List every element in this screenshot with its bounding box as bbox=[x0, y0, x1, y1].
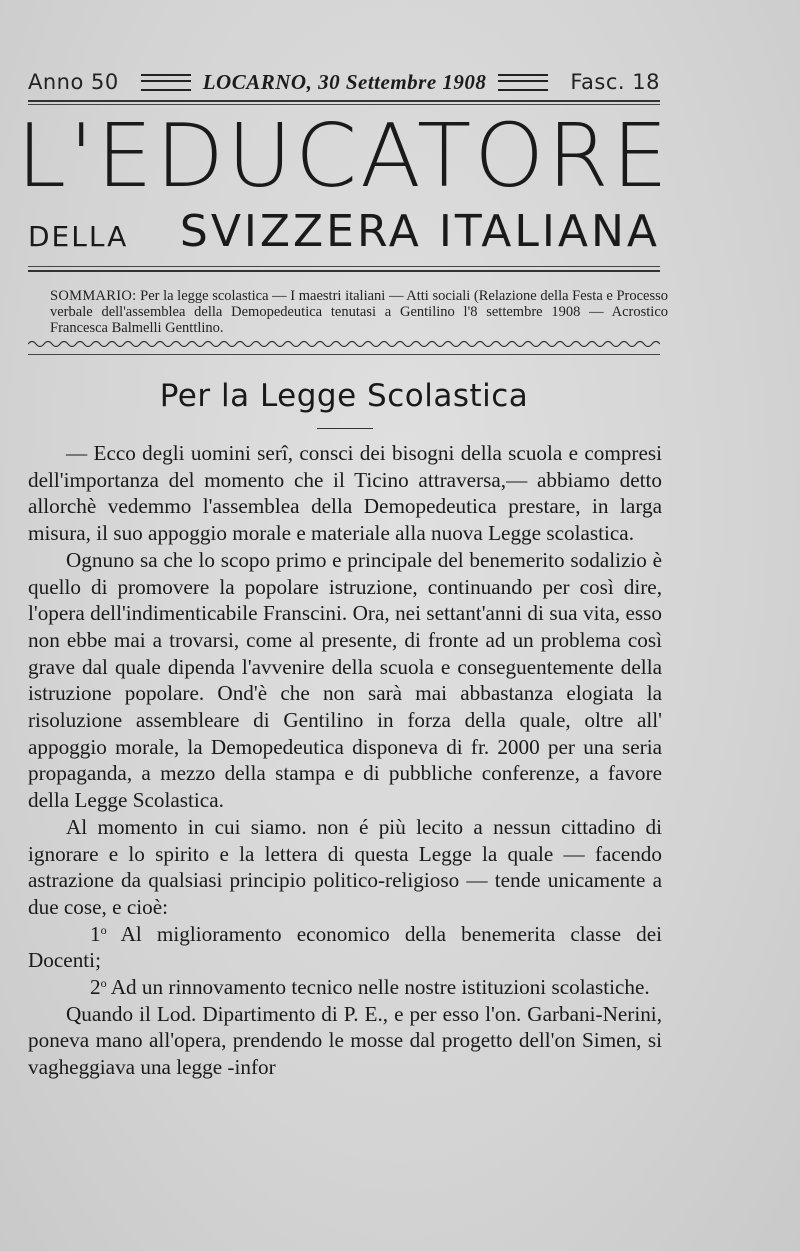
wavy-divider bbox=[28, 338, 660, 350]
table-of-contents bbox=[50, 288, 668, 336]
issue-header bbox=[28, 62, 660, 102]
place-date: LOCARNO, 30 Settembre 1908 bbox=[202, 69, 487, 94]
masthead-title: L'EDUCATORE bbox=[16, 105, 672, 207]
list-item: 1$^o$ Al miglioramento economico della benemerita classe dei Docenti; bbox=[28, 921, 662, 973]
paragraph: Quando il Lod. Dipartimento di P. E., e per esso l'on. Garbani-Nerini, poneva mano all'opera, prendendo le mosse dal progetto dell'on Simen, si vagheggiava una legge -infor bbox=[28, 1001, 662, 1080]
title-underline bbox=[317, 428, 373, 429]
article-title: Per la Legge Scolastica bbox=[159, 378, 529, 414]
sommario-text: Per la legge scolastica — I maestri italiani — Atti sociali (Relazione della Festa e Processo verbale dell'assemblea della Demopedeutica tenutasi a Gentilino l'8 settembre 1908 — Acrostico Francesca Balmelli Genttlino. bbox=[50, 288, 669, 336]
paragraph: Al momento in cui siamo. non é più lecito a nessun cittadino di ignorare e lo spirito e la lettera di questa Legge la quale — facendo astrazione da qualsiasi principio politico-religioso — tende unicamente a due cose, e cioè: bbox=[28, 814, 662, 919]
ornament-rule-left bbox=[141, 74, 191, 91]
paragraph: — Ecco degli uomini serî, consci dei bisogni della scuola e compresi dell'importanza del momento che il Ticino attraversa,— abbiamo detto allorchè vedemmo l'assemblea della Demopedeutica prestare, in larga misura, il suo appoggio morale e materiale alla nuova Legge scolastica. bbox=[28, 441, 662, 546]
divider bbox=[28, 100, 660, 102]
divider bbox=[28, 270, 660, 272]
list-item: 2$^o$ Ad un rinnovamento tecnico nelle nostre istituzioni scolastiche. bbox=[90, 975, 650, 1000]
divider bbox=[28, 354, 660, 355]
paragraph: Ognuno sa che lo scopo primo e principale del benemerito sodalizio è quello di promovere la popolare istruzione, continuando per così dire, l'opera dell'indimenticabile Franscini. Ora, nei settant'anni di sua vita, esso non ebbe mai a trovarsi, come al presente, di fronte ad un problema così grave dal quale dipenda l'avvenire della scuola e conseguentemente della istruzione popolare. Ond'è che non sarà mai abbastanza elogiata la risoluzione assembleare di Gentilino in forza della quale, oltre all' appoggio morale, la Demopedeutica disponeva di fr. 2000 per una seria propaganda, a mezzo della stampa e di pubbliche conferenze, a favore della Legge Scolastica. bbox=[28, 547, 662, 813]
ornament-rule-right bbox=[498, 74, 548, 91]
issue-number: Fasc. 18 bbox=[570, 70, 660, 94]
article-body bbox=[28, 440, 662, 1081]
divider bbox=[28, 266, 660, 267]
sommario-label: SOMMARIO: bbox=[50, 288, 137, 304]
volume-year: Anno 50 bbox=[28, 70, 119, 94]
masthead-subtitle: DELLA SVIZZERA ITALIANA bbox=[28, 206, 660, 257]
